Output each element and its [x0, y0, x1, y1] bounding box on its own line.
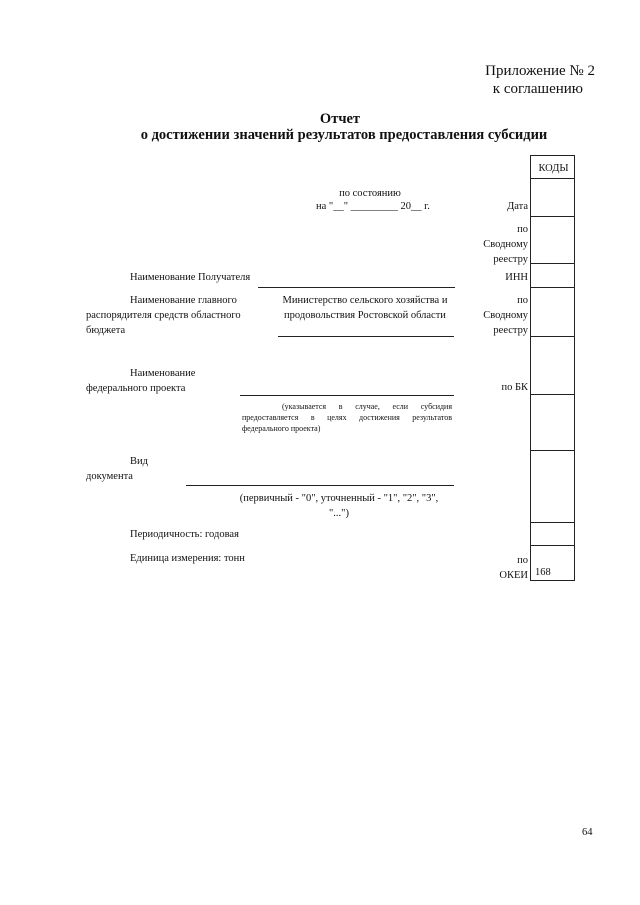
report-subtitle: о достижении значений результатов предоставления субсидии — [140, 127, 548, 143]
registry-code-label-2: по Сводному реестру — [483, 295, 528, 336]
date-line[interactable]: на "__" _________ 20__ г. — [316, 201, 430, 212]
federal-project-label: Наименование федерального проекта — [86, 368, 196, 394]
inn-code-label: ИНН — [505, 272, 528, 283]
codes-header: КОДЫ — [538, 163, 569, 174]
doc-type-label: Вид документа — [86, 456, 148, 482]
doc-type-input-line[interactable] — [186, 485, 454, 486]
okei-code-label: по ОКЕИ — [499, 555, 528, 581]
distributor-label: Наименование главного распорядителя средств областного бюджета — [86, 295, 241, 336]
appendix-subtitle: к соглашению — [492, 81, 583, 97]
federal-project-input-line[interactable] — [240, 395, 454, 396]
date-code-label: Дата — [507, 201, 528, 212]
unit-label: Единица измерения: тонн — [130, 553, 245, 564]
report-title: Отчет — [319, 111, 361, 127]
distributor-value: Министерство сельского хозяйства и продовольствия Ростовской области — [282, 295, 448, 321]
registry-code-label-1: по Сводному реестру — [483, 224, 528, 265]
recipient-label: Наименование Получателя — [130, 272, 251, 283]
periodicity-label: Периодичность: годовая — [130, 529, 239, 540]
appendix-number: Приложение № 2 — [485, 63, 595, 79]
date-state-label: по состоянию — [339, 188, 401, 199]
recipient-input-line[interactable] — [258, 287, 455, 288]
distributor-input-line[interactable] — [278, 336, 454, 337]
okei-code-value: 168 — [535, 567, 551, 578]
codes-table — [530, 155, 575, 581]
page-number: 64 — [582, 827, 593, 838]
bk-code-label: по БК — [501, 382, 528, 393]
doc-type-note: (первичный - "0", уточненный - "1", "2", "3", "...") — [239, 493, 439, 519]
federal-project-note: (указывается в случае, если субсидия предоставляется в целях достижения результатов федерального проекта) — [242, 402, 452, 433]
